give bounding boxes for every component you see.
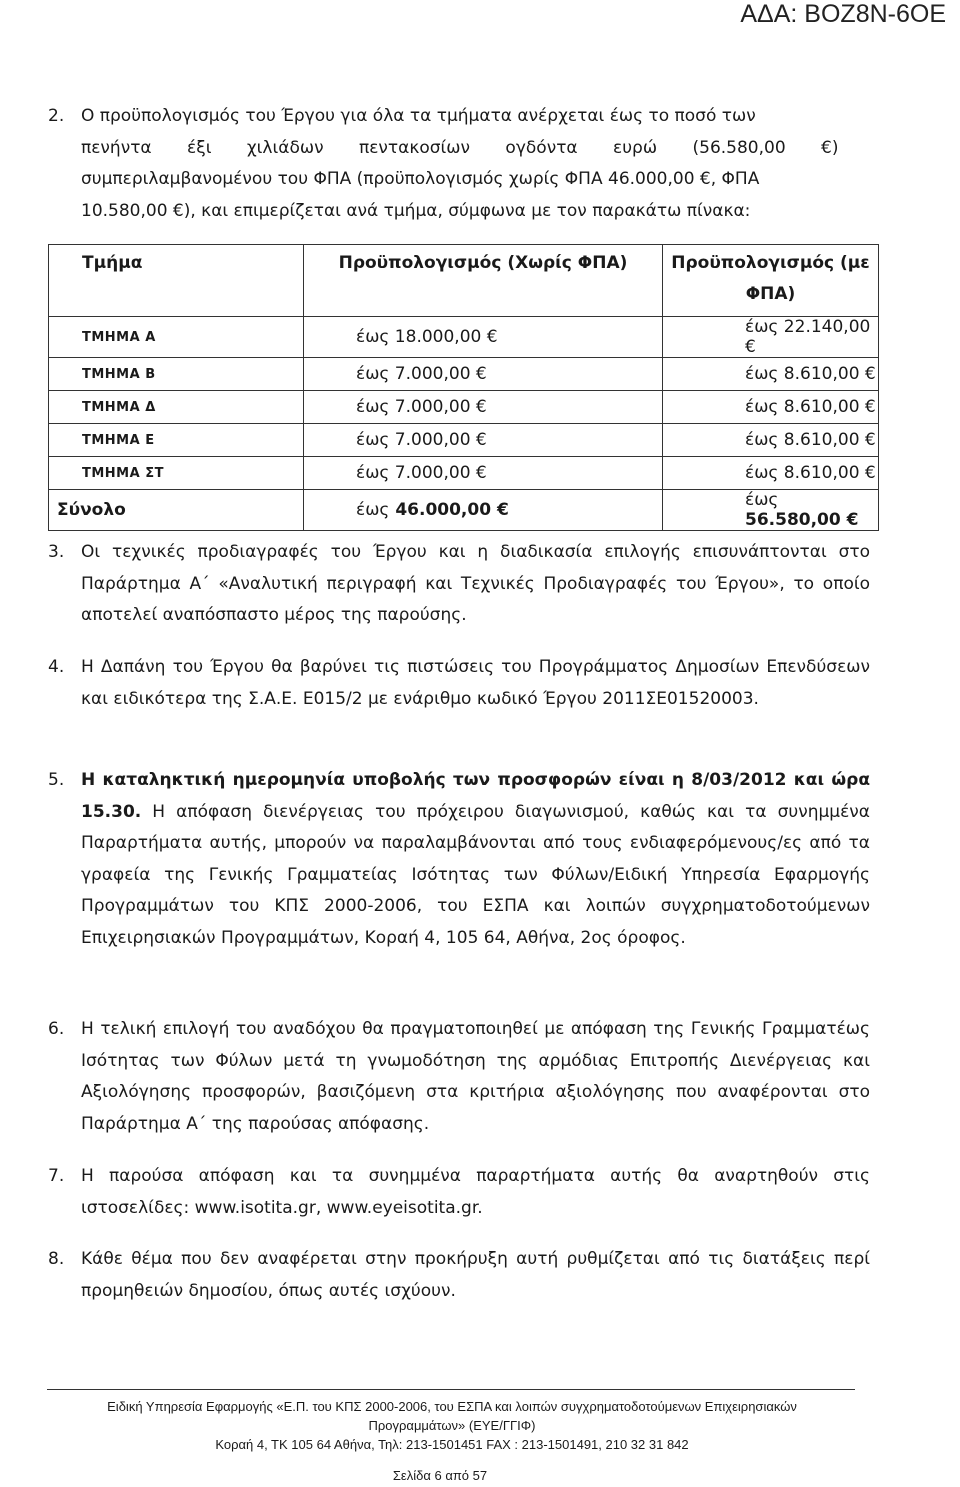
header-without-vat: Προϋπολογισμός (Χωρίς ΦΠΑ): [304, 245, 663, 317]
item-text: Η Δαπάνη του Έργου θα βαρύνει τις πιστώσεις του Προγράμματος Δημοσίων Επενδύσεων και ειδικότερα της Σ.Α.Ε. Ε015/2 με ενάριθμο κωδικό Έργου 2011ΣΕ01520003.: [81, 657, 870, 709]
table-total-row: [49, 490, 879, 531]
item-7: [48, 1161, 870, 1224]
total-prefix: έως: [356, 500, 390, 520]
budget-table: [48, 244, 879, 531]
item-number: 3.: [48, 542, 65, 562]
table-row: [49, 391, 879, 424]
cell-without-vat: έως 7.000,00 €: [304, 358, 663, 391]
document-code: ΑΔΑ: ΒΟΖ8Ν-6ΟΕ: [740, 0, 946, 28]
cell-section: ΤΜΗΜΑ ΣΤ: [49, 457, 304, 490]
cell-without-vat: έως 7.000,00 €: [304, 391, 663, 424]
item-text: [81, 101, 870, 227]
cell-with-vat: έως 8.610,00 €: [663, 424, 879, 457]
header-with-vat: Προϋπολογισμός (με ΦΠΑ): [663, 245, 879, 317]
footer-address: Κοραή 4, ΤΚ 105 64 Αθήνα, Τηλ: 213-1501451 FAX : 213-1501491, 210 32 31 842: [215, 1437, 689, 1452]
item-6: [48, 1014, 870, 1140]
item-2-line-3: συμπεριλαμβανομένου του ΦΠΑ (προϋπολογισμός χωρίς ΦΠΑ 46.000,00 €, ΦΠΑ: [81, 169, 760, 189]
footer-line-2: Προγραμμάτων» (ΕΥΕ/ΓΓΙΦ): [368, 1418, 536, 1433]
cell-without-vat: έως 18.000,00 €: [304, 317, 663, 358]
footer-line-1: Ειδική Υπηρεσία Εφαρμογής «Ε.Π. του ΚΠΣ 2000-2006, του ΕΣΠΑ και λοιπών συγχρηματοδοτούμενων Επιχειρησιακών: [107, 1399, 797, 1414]
item-number: 5.: [48, 770, 65, 790]
item-number: 8.: [48, 1249, 65, 1269]
item-number: 2.: [48, 106, 65, 126]
table-header-row: [49, 245, 879, 317]
item-number: 6.: [48, 1019, 65, 1039]
header-section: Τμήμα: [49, 245, 304, 317]
table-row: [49, 424, 879, 457]
table-row: [49, 358, 879, 391]
total-without-vat-value: 46.000,00 €: [395, 500, 509, 520]
cell-with-vat: έως 22.140,00 €: [663, 317, 879, 358]
item-2: [48, 101, 870, 227]
cell-with-vat: έως 8.610,00 €: [663, 391, 879, 424]
cell-without-vat: έως 7.000,00 €: [304, 457, 663, 490]
item-2-line-1: Ο προϋπολογισμός του Έργου για όλα τα τμήματα ανέρχεται έως το ποσό των: [81, 106, 756, 126]
item-text: Κάθε θέμα που δεν αναφέρεται στην προκήρυξη αυτή ρυθμίζεται από τις διατάξεις περί προμηθειών δημοσίου, όπως αυτές ισχύουν.: [81, 1249, 870, 1301]
cell-with-vat: έως 8.610,00 €: [663, 358, 879, 391]
cell-section: ΤΜΗΜΑ Α: [49, 317, 304, 358]
cell-without-vat: έως 7.000,00 €: [304, 424, 663, 457]
item-5: [48, 765, 870, 954]
item-2-line-4: 10.580,00 €), και επιμερίζεται ανά τμήμα, σύμφωνα με τον παρακάτω πίνακα:: [81, 200, 751, 221]
table-row: [49, 457, 879, 490]
cell-section: ΤΜΗΜΑ Ε: [49, 424, 304, 457]
item-text: Η παρούσα απόφαση και τα συνημμένα παραρτήματα αυτής θα αναρτηθούν στις ιστοσελίδες: www.isotita.gr, www.eyeisotita.gr.: [81, 1166, 870, 1218]
cell-total-with-vat: [663, 490, 879, 531]
footer-divider: [47, 1389, 855, 1390]
item-2-line-2: [81, 133, 870, 165]
item-text: Η τελική επιλογή του αναδόχου θα πραγματοποιηθεί με απόφαση της Γενικής Γραμματέως Ισότητας των Φύλων μετά τη γνωμοδότηση της αρμόδιας Επιτροπής Διενέργειας και Αξιολόγησης προσφορών, βασιζόμενη στα κριτήρια αξιολόγησης που αναφέρονται στο Παράρτημα Α΄ της παρούσας απόφασης.: [81, 1019, 870, 1134]
table-row: [49, 317, 879, 358]
cell-with-vat: έως 8.610,00 €: [663, 457, 879, 490]
page-number: Σελίδα 6 από 57: [392, 1468, 488, 1483]
total-with-vat-value: 56.580,00 €: [745, 510, 859, 530]
cell-section: ΤΜΗΜΑ Δ: [49, 391, 304, 424]
item-8: [48, 1244, 870, 1307]
item-number: 7.: [48, 1166, 65, 1186]
item-5-body: Η απόφαση διενέργειας του πρόχειρου διαγωνισμού, καθώς και τα συνημμένα Παραρτήματα αυτής, μπορούν να παραλαμβάνονται από τους ενδιαφερόμενους/ες από τα γραφεία της Γενικής Γραμματείας Ισότητας των Φύλων/Ειδική Υπηρεσία Εφαρμογής Προγραμμάτων του ΚΠΣ 2000-2006, του ΕΣΠΑ και λοιπών συγχρηματοδοτούμενων Επιχειρησιακών Προγραμμάτων, Κοραή 4, 105 64, Αθήνα, 2ος όροφος.: [81, 801, 870, 948]
item-number: 4.: [48, 657, 65, 677]
cell-total-without-vat: [304, 490, 663, 531]
cell-section: ΤΜΗΜΑ Β: [49, 358, 304, 391]
item-4: [48, 652, 870, 715]
total-prefix: έως: [745, 490, 779, 510]
item-text: Οι τεχνικές προδιαγραφές του Έργου και η διαδικασία επιλογής επισυνάπτονται στο Παράρτημα Α΄ «Αναλυτική περιγραφή και Τεχνικές Προδιαγραφές του Έργου», το οποίο αποτελεί αναπόσπαστο μέρος της παρούσης.: [81, 542, 870, 625]
deadline-text: Η καταληκτική ημερομηνία υποβολής των προσφορών είναι η 8/03/2012 και ώρα 15.30.: [81, 770, 870, 822]
item-text: [81, 765, 870, 954]
item-2-line-2-text: πενήντα έξι χιλιάδων πεντακοσίων ογδόντα ευρώ (56.580,00 €): [81, 137, 839, 158]
item-3: [48, 537, 870, 632]
cell-total-label: Σύνολο: [49, 490, 304, 531]
